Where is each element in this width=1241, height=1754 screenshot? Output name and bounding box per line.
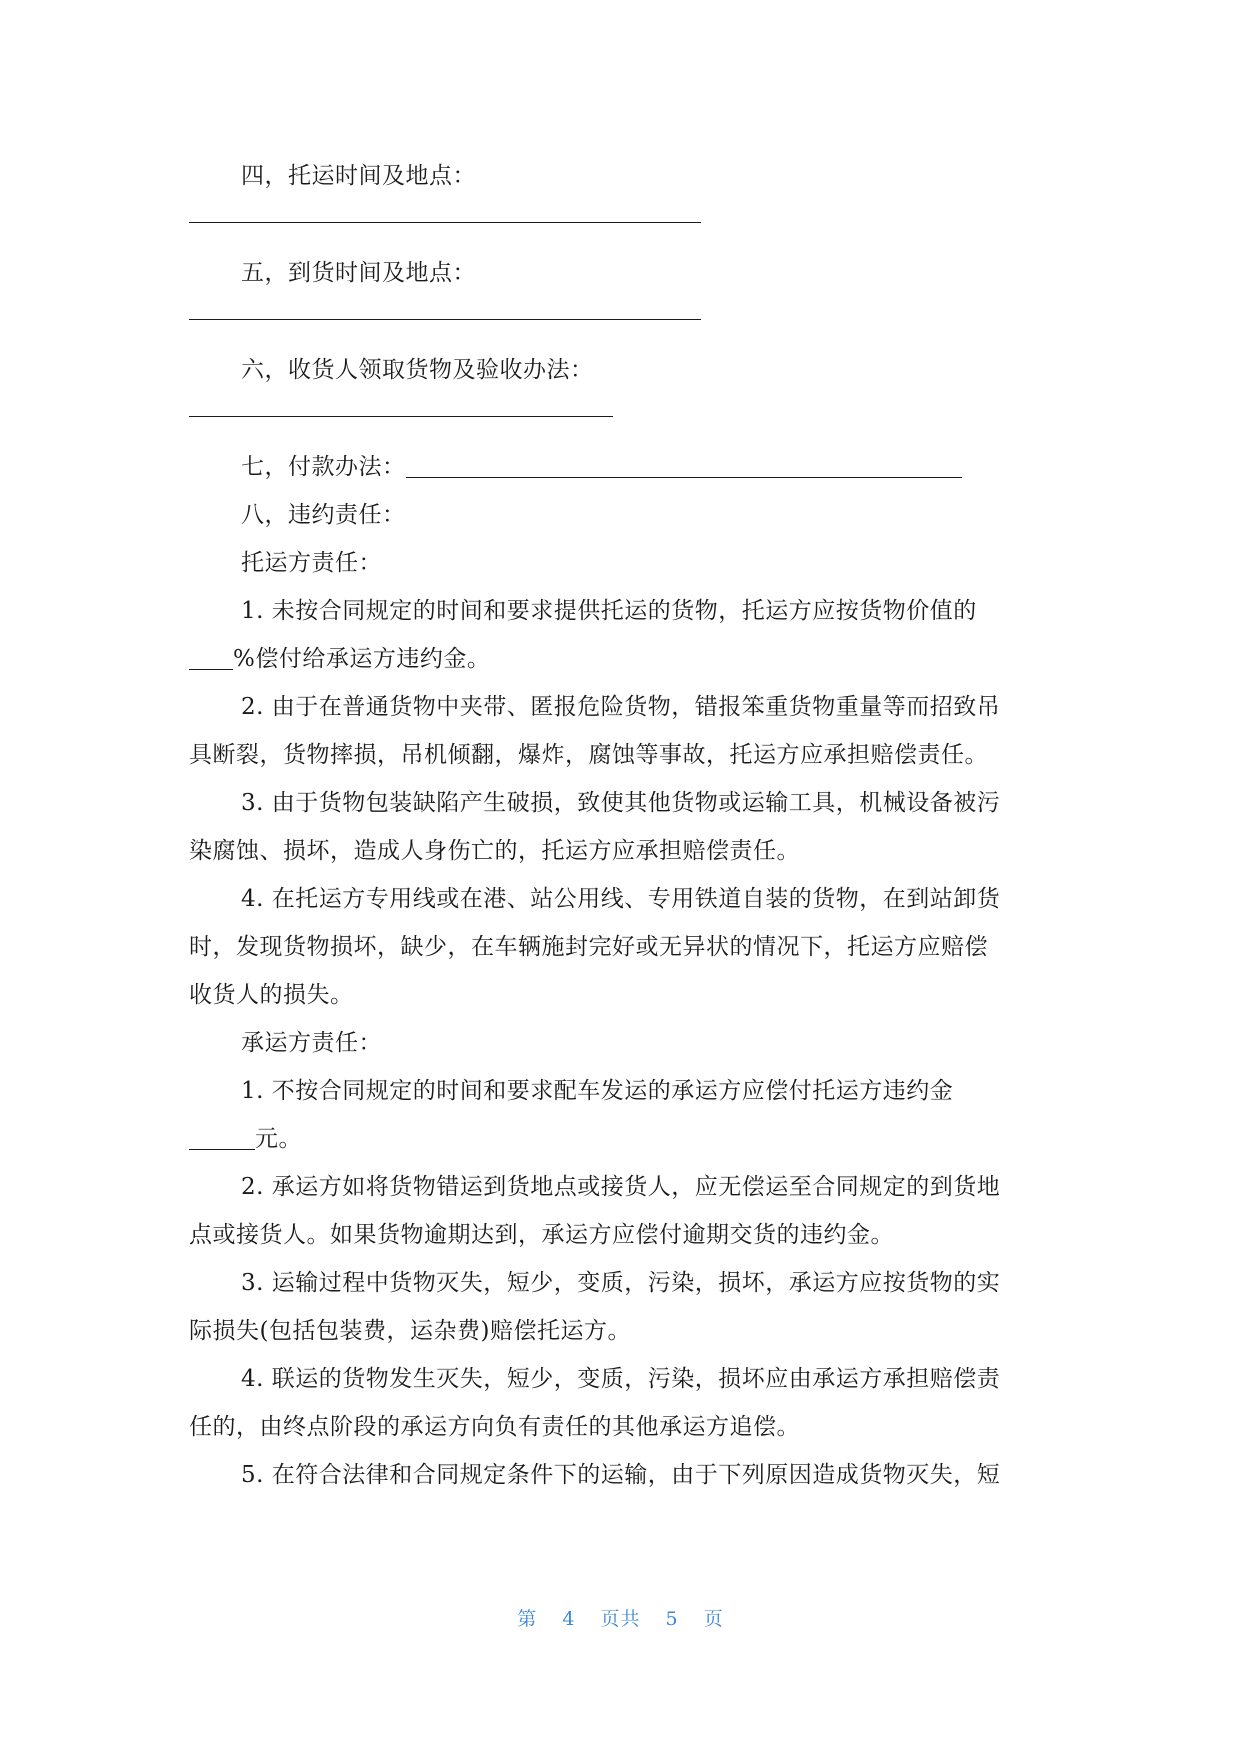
section-6-title: 六，收货人领取货物及验收办法： [241, 357, 594, 383]
percent-fill-line [189, 669, 233, 670]
amount-fill-line [189, 1149, 255, 1150]
section-8-title: 八，违约责任： [241, 502, 406, 528]
carrier-clause-3-line-1: 3. 运输过程中货物灭失，短少，变质，污染，损坏，承运方应按货物的实 [241, 1270, 1001, 1296]
footer-current-page: 4 [562, 1608, 576, 1630]
section-4-fill-line [189, 200, 701, 223]
section-4-title: 四，托运时间及地点： [241, 163, 476, 189]
footer-total-pages: 5 [665, 1608, 679, 1630]
section-7-fill-line [406, 477, 962, 478]
document-body [189, 152, 1041, 1499]
section-6-blank-row [189, 394, 1041, 443]
shipper-clause-1-line-2 [189, 635, 1041, 683]
section-7-line [189, 443, 1041, 491]
footer-prefix: 第 [517, 1608, 538, 1630]
shipper-clause-4-line-1: 4. 在托运方专用线或在港、站公用线、专用铁道自装的货物，在到站卸货 [241, 886, 1001, 912]
carrier-clause-5-line-1: 5. 在符合法律和合同规定条件下的运输，由于下列原因造成货物灭失，短 [241, 1462, 1001, 1488]
section-5-fill-line [189, 297, 701, 320]
section-6-fill-line [189, 394, 613, 417]
carrier-clause-4-line-1: 4. 联运的货物发生灭失，短少，变质，污染，损坏应由承运方承担赔偿责 [241, 1366, 1001, 1392]
section-5-blank-row [189, 297, 1041, 346]
footer-middle: 页共 [600, 1608, 641, 1630]
carrier-clause-2-line-1: 2. 承运方如将货物错运到货地点或接货人，应无偿运至合同规定的到货地 [241, 1174, 1001, 1200]
section-5-title: 五，到货时间及地点： [241, 260, 476, 286]
shipper-clause-1-line-1: 1. 未按合同规定的时间和要求提供托运的货物，托运方应按货物价值的 [241, 598, 977, 624]
footer-suffix: 页 [703, 1608, 724, 1630]
shipper-clause-2-line-1: 2. 由于在普通货物中夹带、匿报危险货物，错报笨重货物重量等而招致吊 [241, 694, 1001, 720]
carrier-heading: 承运方责任： [241, 1030, 382, 1056]
shipper-clause-4-line-3: 收货人的损失。 [189, 982, 354, 1008]
section-4-blank-row [189, 200, 1041, 249]
carrier-clause-1-line-1: 1. 不按合同规定的时间和要求配车发运的承运方应偿付托运方违约金 [241, 1078, 954, 1104]
carrier-clause-1-suffix: 元。 [255, 1126, 302, 1152]
shipper-clause-1-suffix: %偿付给承运方违约金。 [233, 646, 491, 672]
shipper-clause-3-line-1: 3. 由于货物包装缺陷产生破损，致使其他货物或运输工具，机械设备被污 [241, 790, 1001, 816]
shipper-clause-4-line-2: 时，发现货物损坏，缺少，在车辆施封完好或无异状的情况下，托运方应赔偿 [189, 934, 988, 960]
shipper-heading: 托运方责任： [241, 550, 382, 576]
carrier-clause-3-line-2: 际损失(包括包装费，运杂费)赔偿托运方。 [189, 1318, 631, 1344]
shipper-clause-2-line-2: 具断裂，货物摔损，吊机倾翻，爆炸，腐蚀等事故，托运方应承担赔偿责任。 [189, 742, 988, 768]
carrier-clause-4-line-2: 任的，由终点阶段的承运方向负有责任的其他承运方追偿。 [189, 1414, 800, 1440]
shipper-clause-3-line-2: 染腐蚀、损坏，造成人身伤亡的，托运方应承担赔偿责任。 [189, 838, 800, 864]
page-footer [0, 1604, 1241, 1631]
section-7-title: 七，付款办法： [241, 454, 406, 480]
carrier-clause-2-line-2: 点或接货人。如果货物逾期达到，承运方应偿付逾期交货的违约金。 [189, 1222, 894, 1248]
carrier-clause-1-line-2 [189, 1115, 1041, 1163]
